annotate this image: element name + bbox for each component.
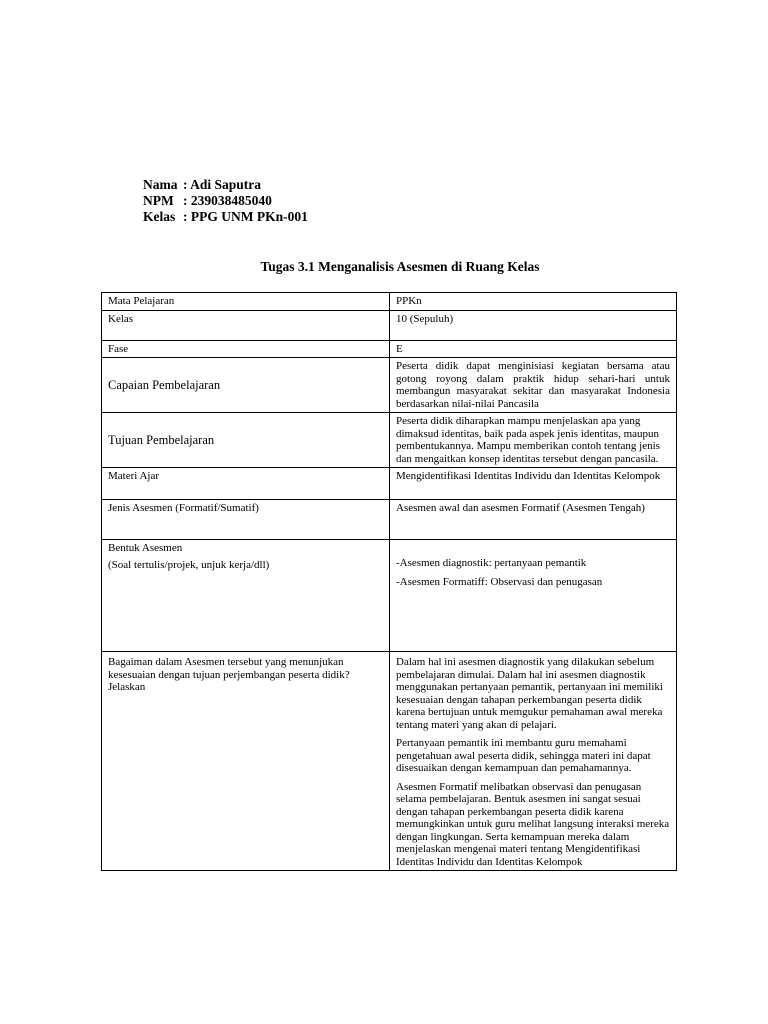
nama-row — [143, 177, 308, 193]
bentuk-value-2: -Asesmen Formatiff: Observasi dan penugasan — [396, 575, 603, 588]
capaian-value: Peserta didik dapat menginisiasi kegiatan bersama atau gotong royong dalam praktik hidup sehari-hari untuk membangun masyarakat sekitar dan masyarakat Indonesia berdasarkan nilai-nilai Pancasila — [390, 358, 677, 413]
kelas-row — [143, 209, 308, 225]
tujuan-label: Tujuan Pembelajaran — [102, 413, 390, 468]
bagaimana-paragraph-1: Dalam hal ini asesmen diagnostik yang dilakukan sebelum pembelajaran dimulai. Dalam hal ini asesmen diagnostik menggunakan pertanyaan pemantik, pertanyaan ini memiliki kesesuaian dengan tahapan perkembangan peserta didik karena bertujuan untuk memgukur pemahaman awal mereka tentang materi yang akan di pelajari. — [396, 656, 663, 731]
materi-value: Mengidentifikasi Identitas Individu dan Identitas Kelompok — [390, 468, 677, 500]
fase-label: Fase — [102, 340, 390, 358]
mapel-label: Mata Pelajaran — [102, 293, 390, 311]
student-info — [143, 177, 308, 225]
bagaimana-label: Bagaiman dalam Asesmen tersebut yang menunjukan kesesuaian dengan tujuan perjembangan peserta didik? Jelaskan — [102, 652, 390, 871]
document-title: Tugas 3.1 Menganalisis Asesmen di Ruang Kelas — [260, 259, 540, 274]
fase-value: E — [390, 340, 677, 358]
kelas-label: Kelas — [143, 209, 176, 224]
kelas-table-value: 10 (Sepuluh) — [390, 310, 677, 340]
kelas-table-label: Kelas — [102, 310, 390, 340]
materi-label: Materi Ajar — [102, 468, 390, 500]
bentuk-value-cell — [390, 540, 677, 652]
table-row — [102, 652, 677, 871]
table-row — [102, 500, 677, 540]
bentuk-sublabel: (Soal tertulis/projek, unjuk kerja/dll) — [108, 558, 270, 571]
kelas-value: : PPG UNM PKn-001 — [183, 209, 308, 224]
table-row — [102, 413, 677, 468]
table-row — [102, 293, 677, 311]
mapel-value: PPKn — [390, 293, 677, 311]
table-row — [102, 310, 677, 340]
table-row — [102, 468, 677, 500]
table-row — [102, 340, 677, 358]
bentuk-value-1: -Asesmen diagnostik: pertanyaan pemantik — [396, 557, 587, 569]
jenis-value: Asesmen awal dan asesmen Formatif (Asesmen Tengah) — [390, 500, 677, 540]
table-row — [102, 540, 677, 652]
capaian-label: Capaian Pembelajaran — [102, 358, 390, 413]
npm-row — [143, 193, 308, 209]
tujuan-value: Peserta didik diharapkan mampu menjelaskan apa yang dimaksud identitas, baik pada aspek jenis identitas, maupun pembentukannya. Mampu memberikan contoh tentang jenis dan mengaitkan konsep identitas tersebut dengan pancasila. — [390, 413, 677, 468]
nama-label: Nama — [143, 177, 178, 192]
table-row — [102, 358, 677, 413]
nama-value: : Adi Saputra — [183, 177, 262, 192]
bentuk-label: Bentuk Asesmen — [108, 542, 183, 554]
bagaimana-value-cell — [390, 652, 677, 871]
npm-value: : 239038485040 — [183, 193, 272, 208]
bagaimana-paragraph-3: Asesmen Formatif melibatkan observasi dan penugasan selama pembelajaran. Bentuk asesmen ini sangat sesuai dengan tahapan perkembangan peserta didik karena memungkinkan untuk guru melihat langsung interaksi mereka dengan lingkungan. Serta kemampuan mereka dalam menjelaskan mengenai materi tentang Mengidentifikasi Identitas Individu dan Identitas Kelompok — [396, 780, 670, 868]
jenis-label: Jenis Asesmen (Formatif/Sumatif) — [102, 500, 390, 540]
bentuk-label-cell — [102, 540, 390, 652]
bagaimana-paragraph-2: Pertanyaan pemantik ini membantu guru memahami pengetahuan awal peserta didik, sehingga materi ini dapat disesuaikan dengan kemampuan dan pemahamannya. — [396, 737, 651, 774]
assessment-table — [101, 292, 677, 871]
npm-label: NPM — [143, 193, 174, 208]
